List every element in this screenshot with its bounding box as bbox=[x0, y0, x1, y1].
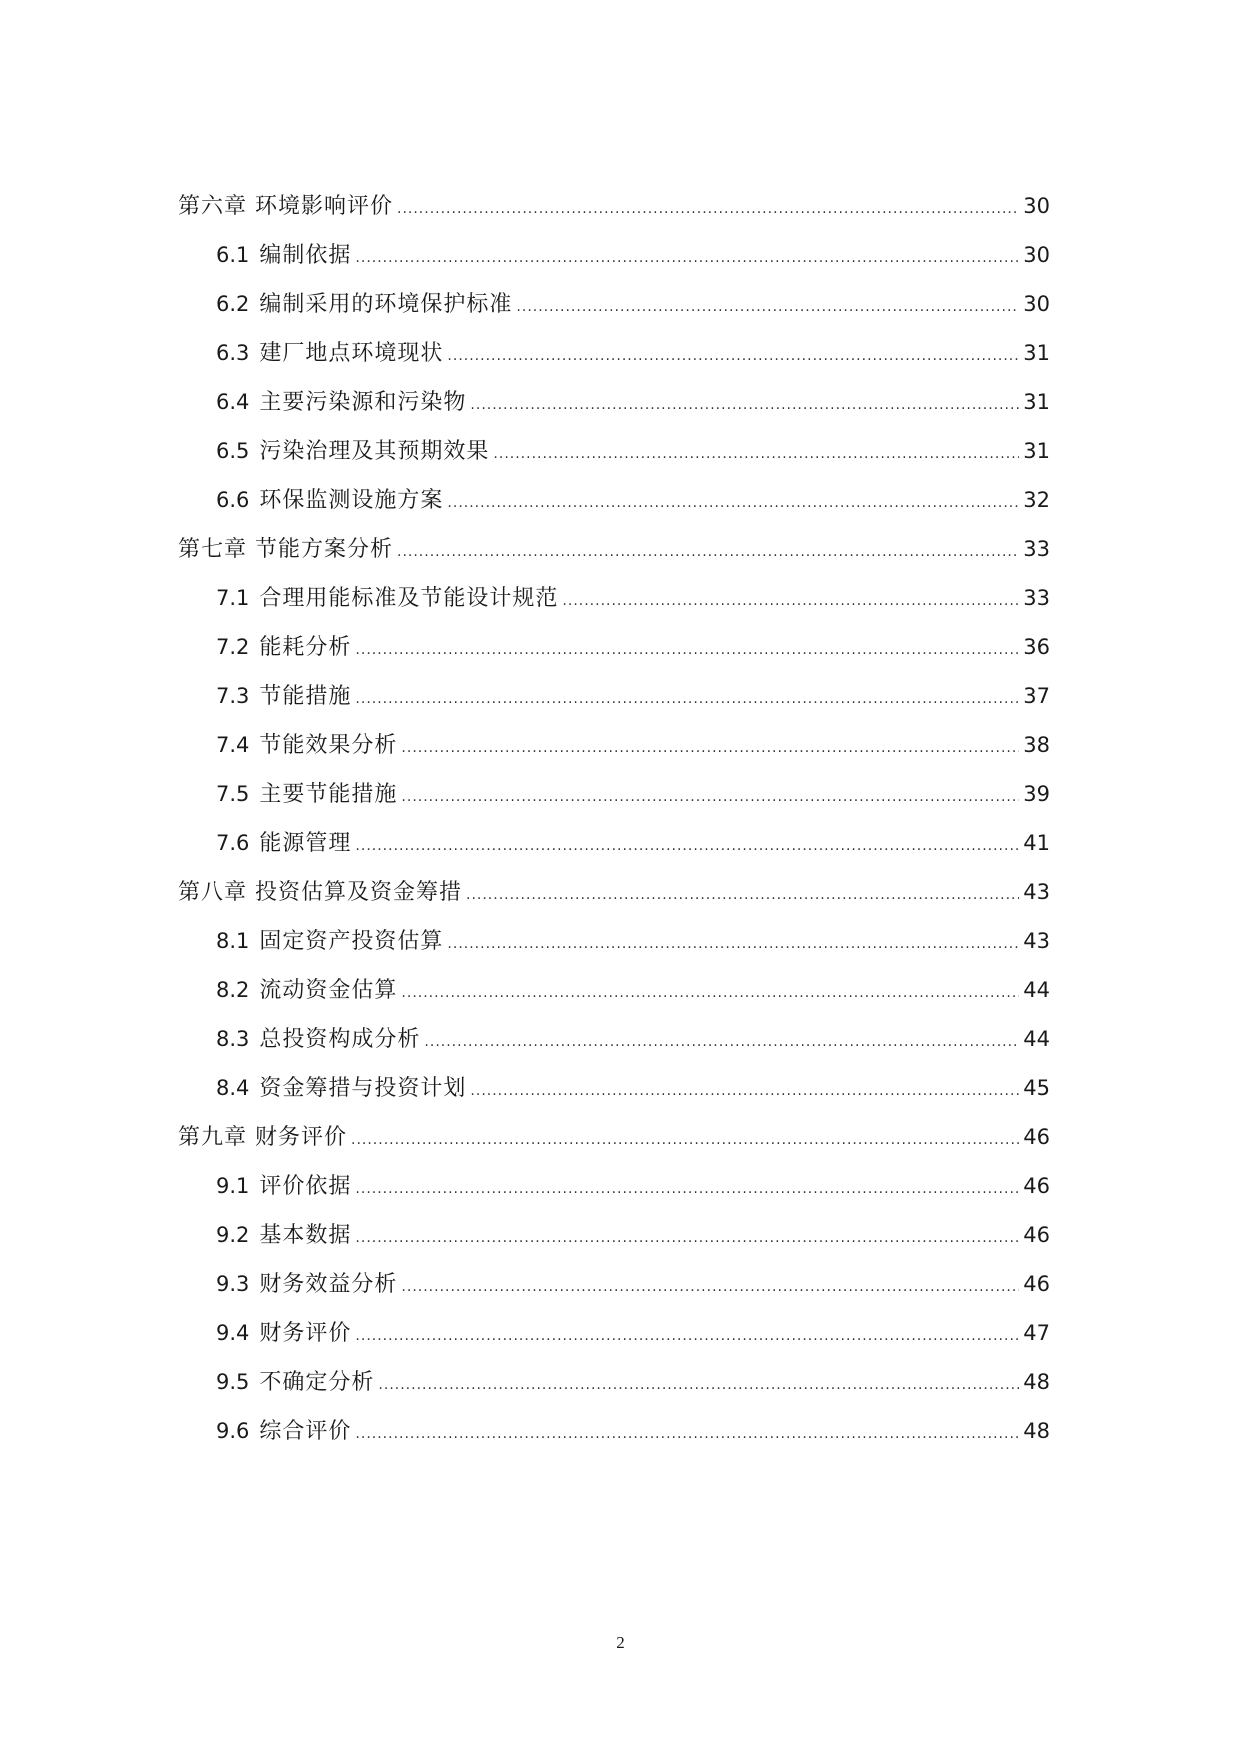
toc-entry-number: 7.5 bbox=[216, 782, 250, 806]
toc-entry-title: 环保监测设施方案 bbox=[259, 488, 444, 513]
toc-entry-number: 6.6 bbox=[216, 488, 250, 512]
dot-leader bbox=[401, 1263, 1019, 1312]
toc-entry-page: 44 bbox=[1023, 978, 1050, 1002]
dot-leader bbox=[378, 1361, 1019, 1410]
toc-entry[interactable] bbox=[178, 917, 1050, 966]
toc-entry[interactable] bbox=[178, 1113, 1050, 1162]
dot-leader bbox=[447, 920, 1019, 969]
toc-entry-page: 46 bbox=[1023, 1223, 1050, 1247]
toc-entry-page: 47 bbox=[1023, 1321, 1050, 1345]
toc-entry-page: 33 bbox=[1023, 586, 1050, 610]
toc-entry-title: 流动资金估算 bbox=[259, 978, 398, 1003]
dot-leader bbox=[355, 675, 1019, 724]
toc-entry-number: 8.1 bbox=[216, 929, 250, 953]
toc-entry[interactable] bbox=[178, 623, 1050, 672]
toc-entry-title: 基本数据 bbox=[259, 1223, 352, 1248]
dot-leader bbox=[447, 332, 1019, 381]
toc-entry-title: 资金筹措与投资计划 bbox=[259, 1076, 467, 1101]
toc-entry[interactable] bbox=[178, 231, 1050, 280]
toc-entry-page: 31 bbox=[1023, 390, 1050, 414]
toc-entry-title: 综合评价 bbox=[259, 1419, 352, 1444]
dot-leader bbox=[355, 1410, 1019, 1459]
toc-entry[interactable] bbox=[178, 1211, 1050, 1260]
toc-entry[interactable] bbox=[178, 819, 1050, 868]
toc-entry[interactable] bbox=[178, 1358, 1050, 1407]
toc-entry-number: 9.5 bbox=[216, 1370, 250, 1394]
dot-leader bbox=[355, 1312, 1019, 1361]
toc-entry[interactable] bbox=[178, 966, 1050, 1015]
toc-entry-number: 8.4 bbox=[216, 1076, 250, 1100]
toc-entry-title: 能耗分析 bbox=[259, 635, 352, 660]
toc-entry-page: 46 bbox=[1023, 1174, 1050, 1198]
toc-entry-page: 48 bbox=[1023, 1419, 1050, 1443]
toc-entry-number: 7.6 bbox=[216, 831, 250, 855]
page-number: 2 bbox=[616, 1633, 625, 1652]
toc-entry-number: 6.3 bbox=[216, 341, 250, 365]
toc-entry-number: 6.5 bbox=[216, 439, 250, 463]
toc-entry[interactable] bbox=[178, 427, 1050, 476]
toc-entry-page: 45 bbox=[1023, 1076, 1050, 1100]
toc-entry-page: 32 bbox=[1023, 488, 1050, 512]
toc-entry[interactable] bbox=[178, 525, 1050, 574]
dot-leader bbox=[447, 479, 1019, 528]
toc-entry-title: 财务效益分析 bbox=[259, 1272, 398, 1297]
dot-leader bbox=[355, 822, 1019, 871]
toc-entry-title: 能源管理 bbox=[259, 831, 352, 856]
toc-entry-page: 48 bbox=[1023, 1370, 1050, 1394]
toc-entry[interactable] bbox=[178, 476, 1050, 525]
toc-entry-number: 9.3 bbox=[216, 1272, 250, 1296]
toc-entry-page: 46 bbox=[1023, 1272, 1050, 1296]
toc-entry-number: 7.2 bbox=[216, 635, 250, 659]
toc-entry-number: 7.1 bbox=[216, 586, 250, 610]
toc-entry-number: 6.2 bbox=[216, 292, 250, 316]
toc-entry-title: 第七章 节能方案分析 bbox=[178, 537, 393, 562]
toc-entry[interactable] bbox=[178, 280, 1050, 329]
dot-leader bbox=[397, 528, 1019, 577]
toc-entry-title: 固定资产投资估算 bbox=[259, 929, 444, 954]
toc-entry[interactable] bbox=[178, 868, 1050, 917]
toc-entry[interactable] bbox=[178, 1064, 1050, 1113]
toc-entry-page: 31 bbox=[1023, 341, 1050, 365]
toc-entry-page: 36 bbox=[1023, 635, 1050, 659]
dot-leader bbox=[424, 1018, 1019, 1067]
dot-leader bbox=[355, 1214, 1019, 1263]
toc-entry-title: 财务评价 bbox=[259, 1321, 352, 1346]
toc-entry-number: 7.3 bbox=[216, 684, 250, 708]
toc-entry-title: 总投资构成分析 bbox=[259, 1027, 421, 1052]
dot-leader bbox=[401, 969, 1019, 1018]
dot-leader bbox=[493, 430, 1019, 479]
dot-leader bbox=[401, 773, 1019, 822]
toc-entry-title: 污染治理及其预期效果 bbox=[259, 439, 490, 464]
toc-entry-number: 9.6 bbox=[216, 1419, 250, 1443]
toc-entry-page: 44 bbox=[1023, 1027, 1050, 1051]
toc-entry-page: 41 bbox=[1023, 831, 1050, 855]
toc-entry-number: 9.1 bbox=[216, 1174, 250, 1198]
dot-leader bbox=[466, 871, 1019, 920]
dot-leader bbox=[516, 283, 1019, 332]
toc-entry[interactable] bbox=[178, 721, 1050, 770]
toc-entry[interactable] bbox=[178, 1162, 1050, 1211]
toc-entry-title: 第八章 投资估算及资金筹措 bbox=[178, 880, 462, 905]
toc-entry[interactable] bbox=[178, 1407, 1050, 1456]
dot-leader bbox=[397, 185, 1019, 234]
toc-entry-title: 合理用能标准及节能设计规范 bbox=[259, 586, 559, 611]
toc-entry-number: 6.1 bbox=[216, 243, 250, 267]
toc-entry-title: 编制采用的环境保护标准 bbox=[259, 292, 513, 317]
toc-entry-page: 31 bbox=[1023, 439, 1050, 463]
toc-entry-page: 30 bbox=[1023, 194, 1050, 218]
toc-entry-page: 30 bbox=[1023, 292, 1050, 316]
toc-entry[interactable] bbox=[178, 574, 1050, 623]
toc-entry[interactable] bbox=[178, 1260, 1050, 1309]
toc-entry[interactable] bbox=[178, 1309, 1050, 1358]
toc-entry-title: 第九章 财务评价 bbox=[178, 1125, 347, 1150]
toc-entry-title: 评价依据 bbox=[259, 1174, 352, 1199]
toc-entry-page: 43 bbox=[1023, 929, 1050, 953]
toc-entry-number: 6.4 bbox=[216, 390, 250, 414]
toc-entry-number: 9.4 bbox=[216, 1321, 250, 1345]
toc-entry-title: 节能措施 bbox=[259, 684, 352, 709]
toc-entry-number: 8.3 bbox=[216, 1027, 250, 1051]
toc-entry-page: 37 bbox=[1023, 684, 1050, 708]
dot-leader bbox=[470, 381, 1019, 430]
toc-entry-page: 33 bbox=[1023, 537, 1050, 561]
dot-leader bbox=[355, 626, 1019, 675]
toc-entry-page: 43 bbox=[1023, 880, 1050, 904]
toc-entry-title: 第六章 环境影响评价 bbox=[178, 194, 393, 219]
toc-entry[interactable] bbox=[178, 672, 1050, 721]
toc-entry-number: 8.2 bbox=[216, 978, 250, 1002]
toc-entry-number: 9.2 bbox=[216, 1223, 250, 1247]
dot-leader bbox=[355, 1165, 1019, 1214]
toc-entry[interactable] bbox=[178, 1015, 1050, 1064]
toc-entry[interactable] bbox=[178, 770, 1050, 819]
toc-entry-title: 编制依据 bbox=[259, 243, 352, 268]
dot-leader bbox=[470, 1067, 1019, 1116]
toc-entry-number: 7.4 bbox=[216, 733, 250, 757]
dot-leader bbox=[562, 577, 1019, 626]
toc-entry-title: 节能效果分析 bbox=[259, 733, 398, 758]
toc-entry[interactable] bbox=[178, 378, 1050, 427]
dot-leader bbox=[355, 234, 1019, 283]
toc-entry-page: 46 bbox=[1023, 1125, 1050, 1149]
toc-entry-page: 38 bbox=[1023, 733, 1050, 757]
toc-entry-page: 30 bbox=[1023, 243, 1050, 267]
toc-entry-page: 39 bbox=[1023, 782, 1050, 806]
toc-entry[interactable] bbox=[178, 182, 1050, 231]
toc-entry-title: 不确定分析 bbox=[259, 1370, 375, 1395]
toc-entry-title: 主要污染源和污染物 bbox=[259, 390, 467, 415]
toc-entry[interactable] bbox=[178, 329, 1050, 378]
dot-leader bbox=[351, 1116, 1019, 1165]
toc-entry-title: 建厂地点环境现状 bbox=[259, 341, 444, 366]
table-of-contents bbox=[178, 182, 1050, 1456]
dot-leader bbox=[401, 724, 1019, 773]
toc-entry-title: 主要节能措施 bbox=[259, 782, 398, 807]
